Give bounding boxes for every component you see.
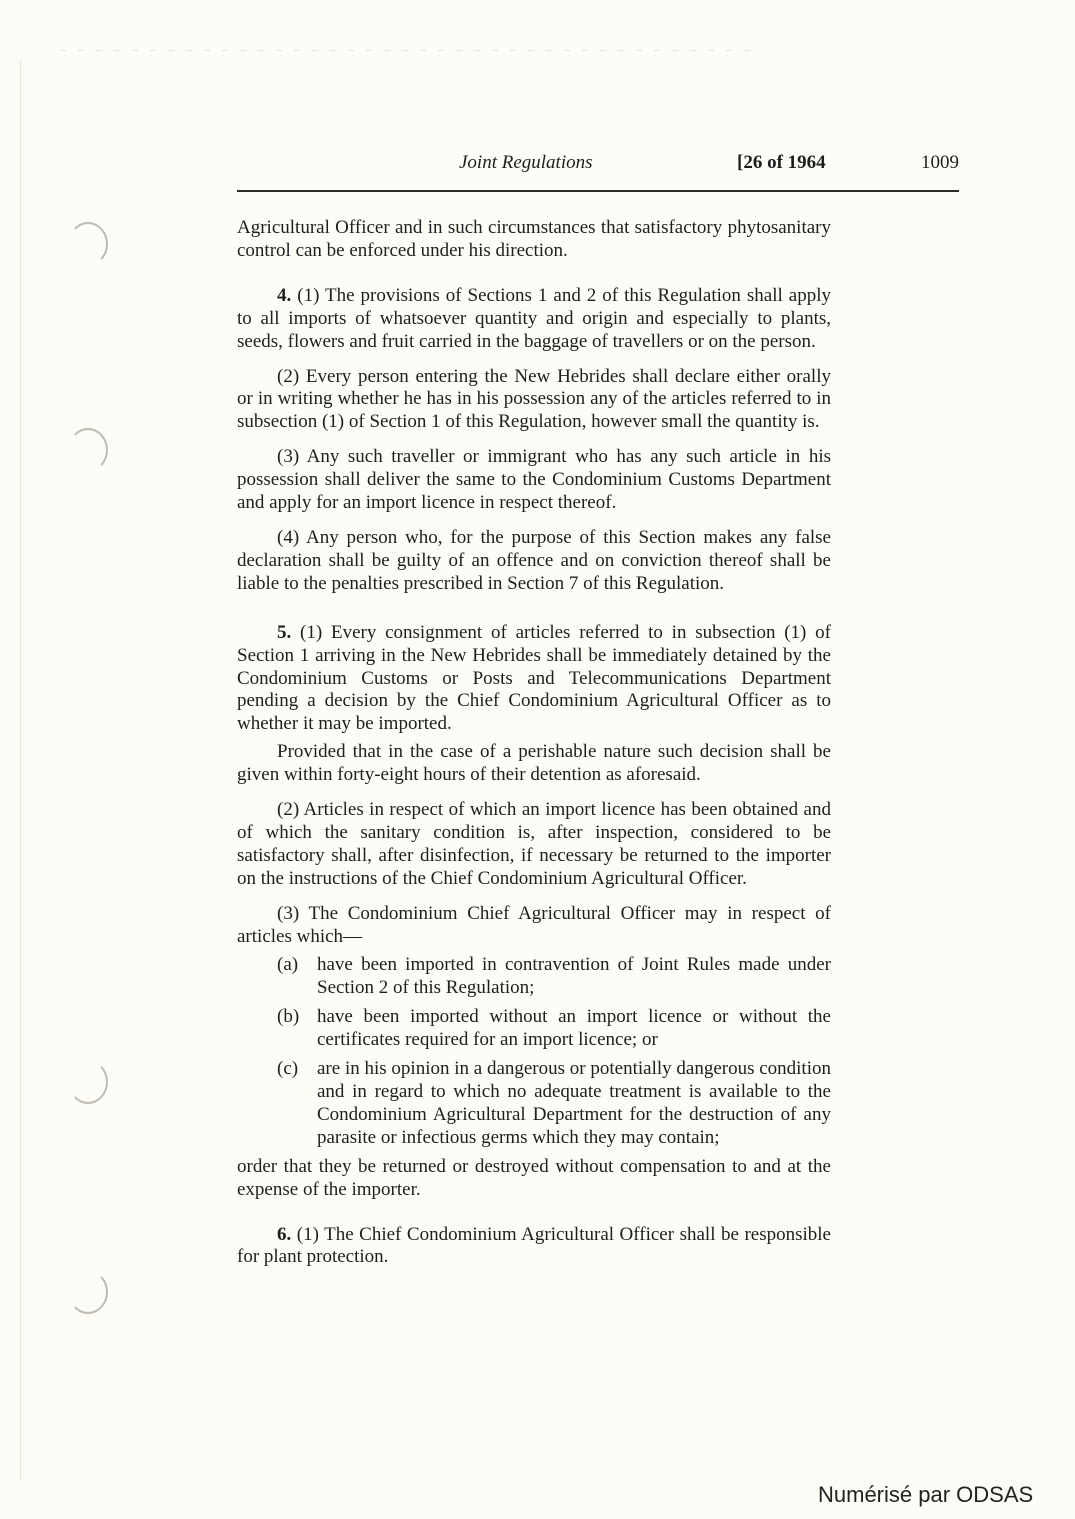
section-4-subsection-2: (2) Every person entering the New Hebrides shall declare either orally or in writing whether he has in his possession any of the articles referred to in subsection (1) of Section 1 of this Regulation, however small the quantity is. <box>237 365 831 433</box>
list-item-text: are in his opinion in a dangerous or potentially dangerous condition and in regard to which no adequate treatment is available to the Condominium Agricultural Department for the destruction of any parasite or infectious germs which they may contain; <box>317 1058 831 1148</box>
header-act-reference: [26 of 1964 <box>737 152 826 173</box>
section-number: 6. <box>277 1223 292 1245</box>
list-item <box>237 1058 831 1150</box>
running-header <box>237 150 959 178</box>
list-item-text: have been imported in contravention of Joint Rules made under Section 2 of this Regulation; <box>317 954 831 999</box>
section-4-subsection-3: (3) Any such traveller or immigrant who has any such article in his possession shall deliver the same to the Condominium Customs Department and apply for an import licence in respect thereof. <box>237 446 831 514</box>
list-item-label: (a) <box>277 954 299 976</box>
punch-hole <box>68 1270 108 1314</box>
section-5-subsection-1 <box>237 622 831 737</box>
page-number: 1009 <box>921 152 959 173</box>
list-item-label: (b) <box>277 1006 300 1028</box>
section-5-subsection-2: (2) Articles in respect of which an import licence has been obtained and of which the sanitary condition is, after inspection, considered to be satisfactory shall, after disinfection, if necessary be returned to the importer on the instructions of the Chief Condominium Agricultural Officer. <box>237 799 831 889</box>
list-item <box>237 954 831 1000</box>
header-rule <box>237 190 959 192</box>
list-item-label: (c) <box>277 1058 299 1080</box>
section-5-subsection-3: (3) The Condominium Chief Agricultural Officer may in respect of articles which— <box>237 902 831 947</box>
punch-hole <box>68 1060 108 1104</box>
header-title: Joint Regulations <box>459 152 593 173</box>
regulation-body <box>237 217 831 1269</box>
scan-artifact <box>60 50 760 51</box>
list-item-text: have been imported without an import licence or without the certificates required for an import licence; or <box>317 1006 831 1051</box>
section-4-subsection-1 <box>237 285 831 354</box>
section-5-3-conclusion: order that they be returned or destroyed without compensation to and at the expense of the importer. <box>237 1155 831 1200</box>
paragraph-intro: Agricultural Officer and in such circumstances that satisfactory phytosanitary control can be enforced under his direction. <box>237 217 831 261</box>
page-edge <box>20 60 21 1480</box>
section-text: (1) The Chief Condominium Agricultural Officer shall be responsible for plant protection. <box>237 1223 831 1268</box>
section-6-subsection-1 <box>237 1224 831 1270</box>
section-text: (1) The provisions of Sections 1 and 2 of this Regulation shall apply to all imports of whatsoever quantity and origin and especially to plants, seeds, flowers and fruit carried in the baggage of travellers or on the person. <box>237 284 831 352</box>
punch-hole <box>68 428 108 472</box>
section-number: 5. <box>277 621 292 643</box>
scan-credit: Numérisé par ODSAS <box>818 1482 1034 1507</box>
section-5-3-list <box>237 954 831 1149</box>
section-5-proviso: Provided that in the case of a perishable nature such decision shall be given within forty-eight hours of their detention as aforesaid. <box>237 741 831 786</box>
list-item <box>237 1006 831 1052</box>
section-text: (1) Every consignment of articles referred to in subsection (1) of Section 1 arriving in the New Hebrides shall be immediately detained by the Condominium Customs or Posts and Telecommunications Department pending a decision by the Chief Condominium Agricultural Officer as to whether it may be imported. <box>237 621 831 735</box>
section-number: 4. <box>277 284 292 306</box>
punch-hole <box>68 222 108 266</box>
section-4-subsection-4: (4) Any person who, for the purpose of this Section makes any false declaration shall be guilty of an offence and on conviction thereof shall be liable to the penalties prescribed in Section 7 of this Regulation. <box>237 526 831 594</box>
